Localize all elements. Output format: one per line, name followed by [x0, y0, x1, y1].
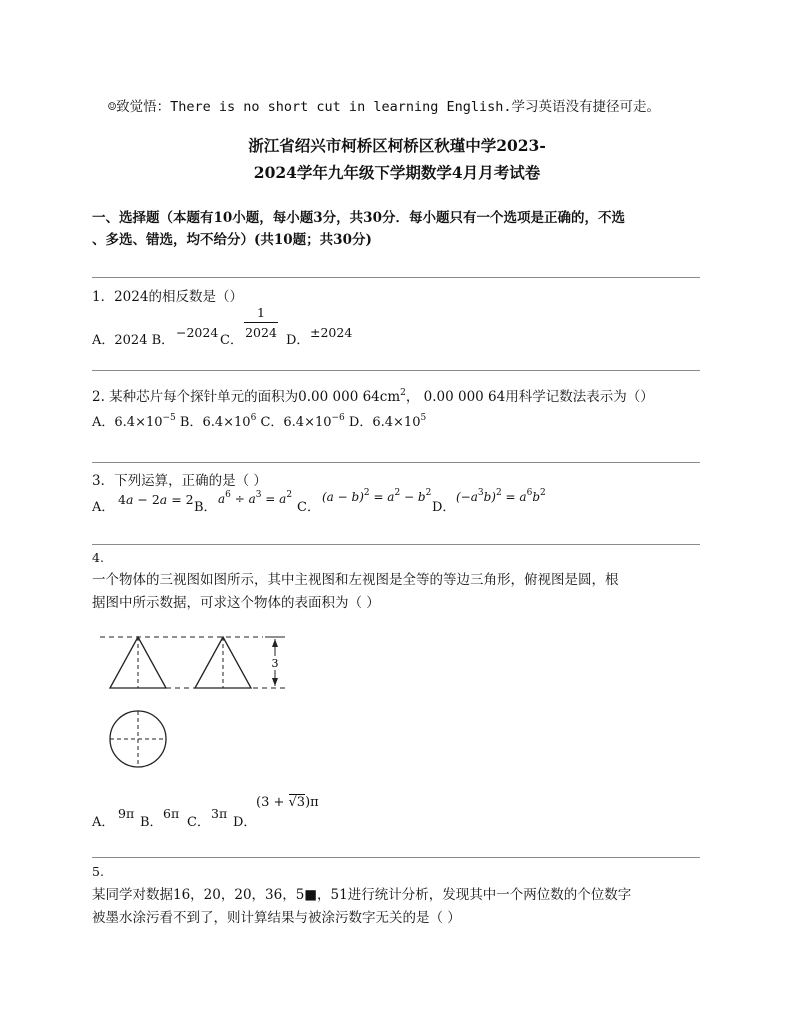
question-4-option-a-value: 9π — [118, 806, 135, 821]
divider — [92, 857, 700, 858]
question-4-option-d-label: D． — [233, 815, 257, 830]
section-heading-line-1: 一、选择题（本题有10小题，每小题3分，共30分．每小题只有一个选项是正确的，不选 — [92, 210, 625, 226]
question-2-option-c: C．6.4×10 — [256, 415, 332, 430]
question-4-option-b-label: B． — [140, 815, 163, 830]
arrow-down-icon — [272, 678, 278, 686]
question-2-option-d-exp: 5 — [420, 413, 427, 423]
three-view-figure — [95, 628, 305, 773]
question-1-stem: 1．2024的相反数是（） — [92, 289, 243, 305]
dimension-label: 3 — [271, 657, 279, 670]
question-3-option-d-formula: $(-a^3b)^2 = a^6b^2$ — [456, 488, 546, 504]
question-4-option-b-value: 6π — [163, 806, 180, 821]
question-5-line-1: 某同学对数据16，20，20，36，5■，51进行统计分析，发现其中一个两位数的个位数字 — [92, 887, 632, 903]
question-4-number: 4. — [92, 550, 104, 565]
question-3-option-c-formula: $(a - b)^2 = a^2 - b^2$ — [322, 488, 432, 504]
question-2-option-c-exp: −6 — [331, 413, 345, 423]
fraction-bar — [244, 322, 278, 323]
motto-line: ☺致觉悟：There is no short cut in learning English.学习英语没有捷径可走。 — [108, 99, 660, 115]
divider — [92, 462, 700, 463]
question-4-option-c-label: C． — [187, 815, 210, 830]
question-3-option-c-label: C． — [297, 500, 320, 515]
arrow-up-icon — [272, 639, 278, 647]
question-1-option-c-label: C． — [220, 333, 243, 348]
question-3-option-d-label: D． — [432, 500, 456, 515]
question-1-option-c-fraction — [244, 305, 278, 340]
question-4-option-c-value: 3π — [211, 806, 228, 821]
question-1-option-a: A．2024 B． — [92, 333, 175, 348]
question-2-option-b: B．6.4×10 — [175, 415, 251, 430]
question-2-option-d: D．6.4×10 — [344, 415, 421, 430]
question-2-stem-text: 2. 某种芯片每个探针单元的面积为0.00 000 64cm — [92, 389, 401, 405]
section-heading-line-2: 、多选、错选，均不给分）(共10题；共30分) — [92, 232, 372, 248]
question-4-option-d-formula: (3 + √3)π — [256, 795, 319, 810]
question-2-option-a-exp: −5 — [162, 413, 176, 423]
question-2-stem — [92, 385, 654, 405]
question-5-line-2: 被墨水涂污看不到了，则计算结果与被涂污数字无关的是（ ） — [92, 910, 461, 926]
question-2-options — [92, 411, 426, 430]
question-1-option-b-value: −2024 — [176, 325, 219, 340]
question-2-option-a: A．6.4×10 — [92, 415, 163, 430]
question-3-option-a-formula: 4a − 2a = 2 — [118, 492, 194, 507]
question-1-option-d-label: D． — [286, 333, 310, 348]
divider — [92, 277, 700, 278]
question-4-line-2: 据图中所示数据，可求这个物体的表面积为（ ） — [92, 595, 380, 611]
question-4-line-1: 一个物体的三视图如图所示，其中主视图和左视图是全等的等边三角形，俯视图是圆，根 — [92, 572, 619, 588]
question-5-number: 5. — [92, 864, 104, 879]
question-3-option-a-label: A． — [92, 500, 115, 515]
question-2-stem-exponent: 2 — [400, 388, 406, 398]
page-title-line-1: 浙江省绍兴市柯桥区柯桥区秋瑾中学2023- — [248, 136, 546, 155]
fraction-numerator: 1 — [257, 305, 265, 320]
question-4-option-a-label: A． — [92, 815, 115, 830]
question-3-option-b-formula: $a^6 \div a^3 = a^2$ — [218, 490, 293, 506]
question-1-option-d-value: ±2024 — [310, 325, 353, 340]
question-3-stem: 3．下列运算，正确的是（ ） — [92, 473, 267, 489]
divider — [92, 544, 700, 545]
fraction-denominator: 2024 — [245, 325, 277, 340]
page-title-line-2: 2024学年九年级下学期数学4月月考试卷 — [253, 163, 541, 182]
question-3-option-b-label: B． — [194, 500, 217, 515]
divider — [92, 370, 700, 371]
question-2-option-b-exp: 6 — [250, 413, 257, 423]
question-2-stem-tail: ， 0.00 000 64用科学记数法表示为（） — [405, 389, 654, 405]
